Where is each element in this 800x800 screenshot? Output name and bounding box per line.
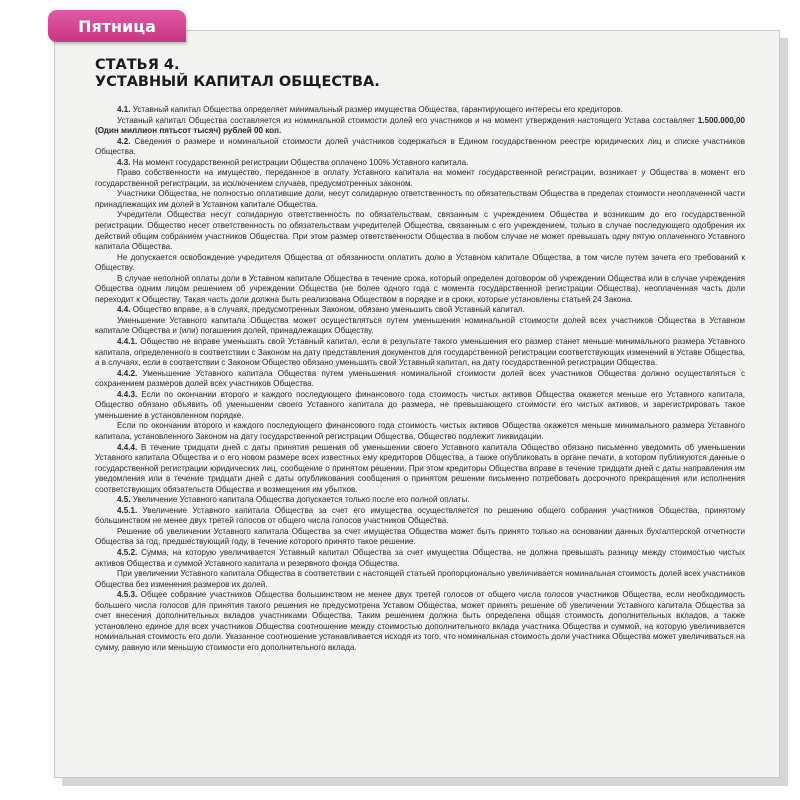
paragraph — [95, 443, 745, 496]
paragraph-text: Решение об увеличении Уставного капитала Общества за счет имущества Общества может быть принято только на основании данных бухгалтерской отчетности Общества за год, предшествующий году, в течение которого принято такое решение. — [95, 526, 745, 547]
day-tab — [48, 10, 186, 42]
paragraph-number: 4.3. — [117, 157, 131, 167]
paragraph-number: 4.1. — [117, 105, 131, 114]
paragraph-number: 4.2. — [117, 136, 131, 146]
paragraph-number: 4.5.2. — [117, 547, 138, 557]
paragraph — [95, 369, 745, 390]
paragraph — [95, 158, 745, 169]
paragraph — [95, 390, 745, 422]
document-page — [54, 30, 780, 778]
paragraph — [95, 274, 745, 306]
paragraph — [95, 495, 745, 506]
paragraph — [95, 506, 745, 527]
paragraph — [95, 527, 745, 548]
paragraph-text: Учредители Общества несут солидарную ответственность по обязательствам, связанным с учреждением Общества и возникшим до его государственной регистрации. Общество несет ответственность по обязательствам учредителей Общества, связанным с его учреждением, только в случае последующего одобрения их действий общим собранием участников Общества. При этом размер ответственности Общества в любом случае не может превышать одну пятую оплаченного Уставного капитала Общества. — [95, 210, 745, 252]
paragraph-text: Если по окончании второго и каждого последующего финансового года стоимость чистых активов Общества окажется меньше его Уставного капитала, Общество обязано объявить об уменьшении своего Уставного капитала до размера, не превышающего стоимости его чистых активов, и зарегистрировать такое уменьшение в установленном порядке. — [95, 389, 746, 420]
paragraph — [95, 168, 745, 189]
paragraph-number: 4.4. — [117, 305, 131, 315]
article-number: СТАТЬЯ 4. — [95, 57, 180, 73]
paragraph — [95, 210, 745, 252]
paragraph-text: Уставный капитал Общества определяет минимальный размер имущества Общества, гарантирующего интересы его кредиторов. — [132, 105, 623, 114]
paragraph — [95, 105, 745, 116]
paragraph-number: 4.4.1. — [117, 337, 138, 347]
paragraph-number: 4.5.3. — [117, 590, 138, 600]
paragraph — [95, 305, 745, 316]
paragraph-text: Уставный капитал Общества составляется из номинальной стоимости долей его участников и на момент утверждения настоящего Устава составляет — [117, 115, 698, 125]
paragraph-text: При увеличении Уставного капитала Общества в соответствии с настоящей статьей пропорционально увеличивается номинальная стоимость долей всех участников Общества без изменения размеров их долей. — [95, 569, 745, 589]
paragraph — [95, 337, 745, 369]
article-title: УСТАВНЫЙ КАПИТАЛ ОБЩЕСТВА. — [95, 74, 380, 90]
paragraph-text: Общество не вправе уменьшать свой Уставный капитал, если в результате такого уменьшения его размер станет меньше минимального размера Уставного капитала, определенного в соответствии с Законом на дату представления документов для государственной регистрации соответствующих изменений в Уставе Общества, а в случаях, если в соответствии с Законом Общество обязано уменьшить свой Уставный капитал, на дату государственной регистрации Общества. — [95, 337, 746, 368]
day-tab-label: Пятница — [78, 16, 156, 36]
paragraph-number: 4.4.3. — [117, 389, 138, 399]
paragraph-number: 4.5.1. — [117, 505, 138, 515]
paragraph-number: 4.4.4. — [117, 442, 138, 452]
paragraph — [95, 590, 745, 653]
paragraph-text: Сумма, на которую увеличивается Уставный капитал Общества за счет имущества Общества, не должна превышать разницу между стоимостью чистых активов Общества и суммой Уставного капитала и резервного фонда Общества. — [95, 547, 746, 568]
paragraph-text: На момент государственной регистрации Общества оплачено 100% Уставного капитала. — [132, 157, 469, 167]
article-body — [95, 105, 745, 653]
paragraph — [95, 116, 745, 137]
paragraph-text: Увеличение Уставного капитала Общества за счет его имущества осуществляется по решению общего собрания участников Общества, принятому большинством не менее двух третей голосов от общего числа голосов участников Общества. — [95, 505, 746, 526]
paragraph-text: Не допускается освобождение учредителя Общества от обязанности оплатить долю в Уставном капитале Общества, в том числе путем зачета его требований к Обществу. — [95, 252, 745, 273]
paragraph — [95, 189, 745, 210]
paragraph — [95, 548, 745, 569]
paragraph-text: Участники Общества, не полностью оплатившие доли, несут солидарную ответственность по обязательствам Общества в пределах стоимости неоплаченной части принадлежащих им долей в Уставном капитале Общества. — [95, 189, 745, 209]
paragraph-text: В течение тридцати дней с даты принятия решения об уменьшении своего Уставного капитала Общество обязано письменно уведомить об уменьшении Уставного капитала Общества и о его новом размере всех известных ему кредиторов Общества, а также опубликовать в органе печати, в котором публикуются данные о государственной регистрации юридических лиц, сообщение о принятом решении. При этом кредиторы Общества вправе в течение тридцати дней с даты направления им уведомления или в течение тридцати дней с даты опубликования сообщения о принятом решении письменно потребовать досрочного прекращения или исполнения соответствующих обязательств Общества и возмещения им убытков. — [95, 442, 746, 494]
paragraph-number: 4.4.2. — [117, 368, 138, 378]
capital-amount: 1.500.000,00 (Один миллион пятьсот тысяч) рублей 00 коп. — [95, 115, 745, 136]
paragraph-text: Если по окончании второго и каждого последующего финансового года стоимость чистых активов Общества окажется меньше минимального размера Уставного капитала, установленного Законом на дату государственной регистрации Общества, Общество подлежит ликвидации. — [95, 421, 745, 441]
paragraph — [95, 569, 745, 590]
paragraph-text: Уменьшение Уставного капитала Общества может осуществляться путем уменьшения номинальной стоимости долей всех участников Общества в Уставном капитале Общества и (или) погашения долей, принадлежащих Обществу. — [95, 315, 745, 336]
paragraph — [95, 137, 745, 158]
paragraph-text: В случае неполной оплаты доли в Уставном капитале Общества в течение срока, который определен договором об учреждении Общества или в случае учреждения Общества одним лицом решением об учреждении Общества (не более одного года с момента государственной регистрации Общества), неоплаченная часть доли переходит к Обществу. Такая часть доли должна быть реализована Обществом в порядке и в сроки, которые установлены статьей 24 Закона. — [95, 273, 745, 304]
paragraph-number: 4.5. — [117, 495, 131, 505]
paragraph-text: Общее собрание участников Общества большинством не менее двух третей голосов от общего числа голосов участников Общества, если необходимость большего числа голосов для принятия такого решения не предусмотрена Уставом Общества, может принять решение об увеличении Уставного капитала Общества за счет внесения дополнительных вкладов участниками Общества. Таким решением должна быть определена общая стоимость дополнительных вкладов, а также установлено единое для всех участников Общества соотношение между стоимостью дополнительного вклада участника Общества и суммой, на которую увеличивается номинальная стоимость его доли. Указанное соотношение устанавливается исходя из того, что номинальная стоимость доли участника Общества может увеличиваться на сумму, равную или меньшую стоимости его дополнительного вклада. — [95, 590, 746, 652]
paragraph-text: Уменьшение Уставного капитала Общества путем уменьшения номинальной стоимости долей всех участников Общества должно осуществляться с сохранением размеров долей всех участников Общества. — [95, 368, 745, 389]
paragraph — [95, 421, 745, 442]
paragraph — [95, 253, 745, 274]
paragraph-text: Право собственности на имущество, переданное в оплату Уставного капитала на момент государственной регистрации, возникает у Общества в момент его государственной регистрации, за исключением случаев, предусмотренных законом. — [95, 168, 745, 188]
paragraph-text: Сведения о размере и номинальной стоимости долей участников содержаться в Едином государственном реестре юридических лиц и списке участников Общества. — [95, 136, 745, 157]
paragraph-text: Общество вправе, а в случаях, предусмотренных Законом, обязано уменьшить свой Уставный капитал. — [132, 305, 525, 315]
paragraph-text: Увеличение Уставного капитала Общества допускается только после его полной оплаты. — [132, 495, 470, 505]
paragraph — [95, 316, 745, 337]
